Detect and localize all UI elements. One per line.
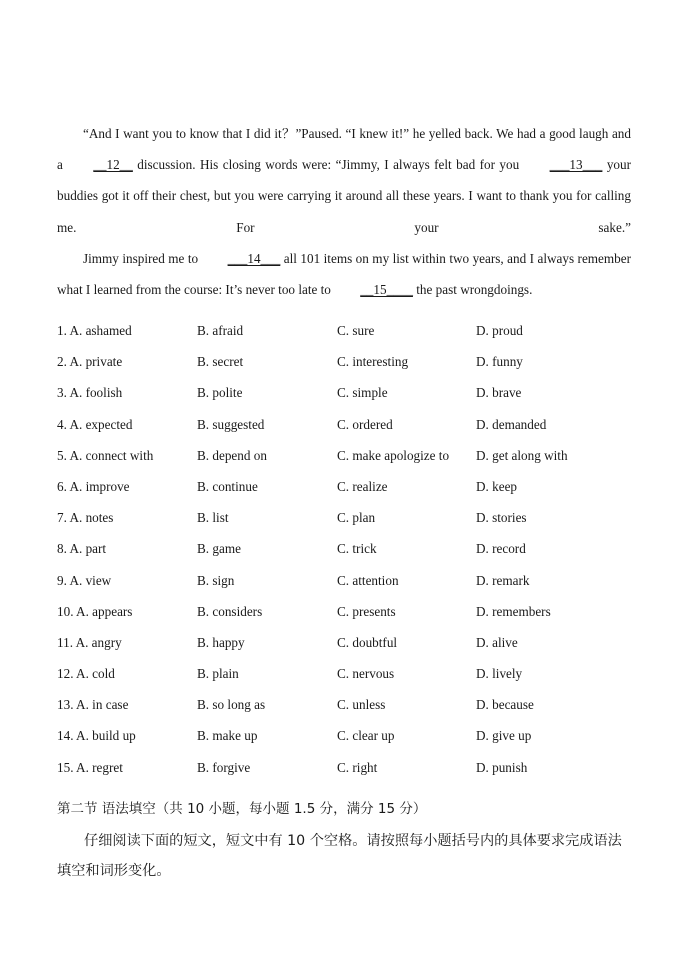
question-row [57, 720, 657, 751]
option-c: C. make apologize to [337, 447, 450, 463]
option-c: C. simple [337, 385, 388, 401]
passage-text: the past wrongdoings. [412, 282, 533, 298]
blank-15: __15____ [360, 282, 413, 298]
option-d: D. lively [476, 666, 523, 682]
option-a: 13. A. in case [57, 697, 129, 713]
option-d: D. get along with [476, 447, 568, 463]
option-d: D. stories [476, 510, 527, 526]
reading-passage [57, 118, 631, 305]
option-c: C. unless [337, 697, 386, 713]
option-b: B. so long as [197, 697, 266, 713]
option-a: 11. A. angry [57, 634, 122, 650]
option-c: C. doubtful [337, 634, 398, 650]
question-row [57, 658, 657, 689]
option-c: C. realize [337, 478, 388, 494]
option-c: C. interesting [337, 354, 409, 370]
question-row [57, 596, 657, 627]
answer-options-list [57, 315, 657, 783]
option-a: 6. A. improve [57, 478, 130, 494]
option-b: B. list [197, 510, 229, 526]
question-row [57, 752, 657, 783]
blank-14: ___14___ [227, 250, 281, 266]
option-a: 3. A. foolish [57, 385, 123, 401]
option-d: D. record [476, 541, 526, 557]
question-row [57, 409, 657, 440]
option-d: D. proud [476, 323, 523, 338]
question-row [57, 471, 657, 502]
passage-text: all 101 items on my list within two years, and I always remember what I learned from the course: It’s never too late to [57, 250, 631, 298]
option-d: D. remembers [476, 603, 551, 619]
option-a: 14. A. build up [57, 728, 136, 744]
option-d: D. funny [476, 354, 523, 370]
question-row [57, 689, 657, 720]
section-instruction: 仔细阅读下面的短文，短文中有 10 个空格。请按照每小题括号内的具体要求完成语法填空和词形变化。 [57, 833, 622, 879]
option-c: C. nervous [337, 666, 395, 682]
option-a: 15. A. regret [57, 759, 123, 775]
question-row [57, 315, 657, 346]
option-d: D. because [476, 697, 534, 713]
option-b: B. forgive [197, 759, 251, 775]
option-d: D. give up [476, 728, 532, 744]
option-b: B. sign [197, 572, 235, 588]
option-c: C. presents [337, 603, 396, 619]
option-a: 7. A. notes [57, 510, 114, 526]
option-d: D. keep [476, 478, 518, 494]
option-d: D. remark [476, 572, 530, 588]
option-a: 12. A. cold [57, 666, 115, 682]
option-b: B. depend on [197, 447, 267, 463]
option-d: D. punish [476, 759, 528, 775]
question-row [57, 440, 657, 471]
passage-text: your buddies got it off their chest, but you were carrying it around all these years. I want to thank you for calling me. For your sake.” [57, 157, 631, 235]
option-b: B. plain [197, 666, 239, 682]
option-d: D. alive [476, 634, 518, 650]
option-c: C. ordered [337, 416, 393, 432]
passage-paragraph-1 [57, 118, 631, 243]
option-a: 1. A. ashamed [57, 323, 132, 338]
option-b: B. considers [197, 603, 263, 619]
option-b: B. make up [197, 728, 258, 744]
option-d: D. demanded [476, 416, 547, 432]
option-b: B. continue [197, 478, 258, 494]
question-row [57, 377, 657, 408]
option-c: C. sure [337, 323, 375, 338]
question-row [57, 346, 657, 377]
passage-text: “And I want you to know that I did it？”Paused. “I knew it!” he yelled back. We had a good laugh and a [57, 126, 631, 173]
section-title: 第二节 语法填空（共 10 小题，每小题 1.5 分，满分 15 分） [57, 801, 427, 817]
passage-text: discussion. His closing words were: “Jimmy, I always felt bad for you [132, 157, 524, 173]
passage-paragraph-2 [57, 243, 631, 305]
passage-text: Jimmy inspired me to [83, 250, 202, 266]
option-a: 8. A. part [57, 541, 107, 557]
question-row [57, 502, 657, 533]
option-a: 9. A. view [57, 572, 112, 588]
question-row [57, 533, 657, 564]
option-a: 10. A. appears [57, 603, 133, 619]
option-a: 2. A. private [57, 354, 123, 370]
option-b: B. game [197, 541, 241, 557]
option-b: B. afraid [197, 323, 244, 338]
option-b: B. suggested [197, 416, 265, 432]
question-row [57, 565, 657, 596]
option-c: C. trick [337, 541, 377, 557]
option-d: D. brave [476, 385, 522, 401]
option-a: 5. A. connect with [57, 447, 154, 463]
option-c: C. right [337, 759, 378, 775]
option-b: B. happy [197, 634, 245, 650]
option-c: C. clear up [337, 728, 395, 744]
option-b: B. polite [197, 385, 243, 401]
option-c: C. plan [337, 510, 376, 526]
blank-13: ___13___ [549, 157, 603, 173]
option-c: C. attention [337, 572, 399, 588]
option-b: B. secret [197, 354, 244, 370]
blank-12: __12__ [93, 157, 133, 173]
option-a: 4. A. expected [57, 416, 133, 432]
question-row [57, 627, 657, 658]
